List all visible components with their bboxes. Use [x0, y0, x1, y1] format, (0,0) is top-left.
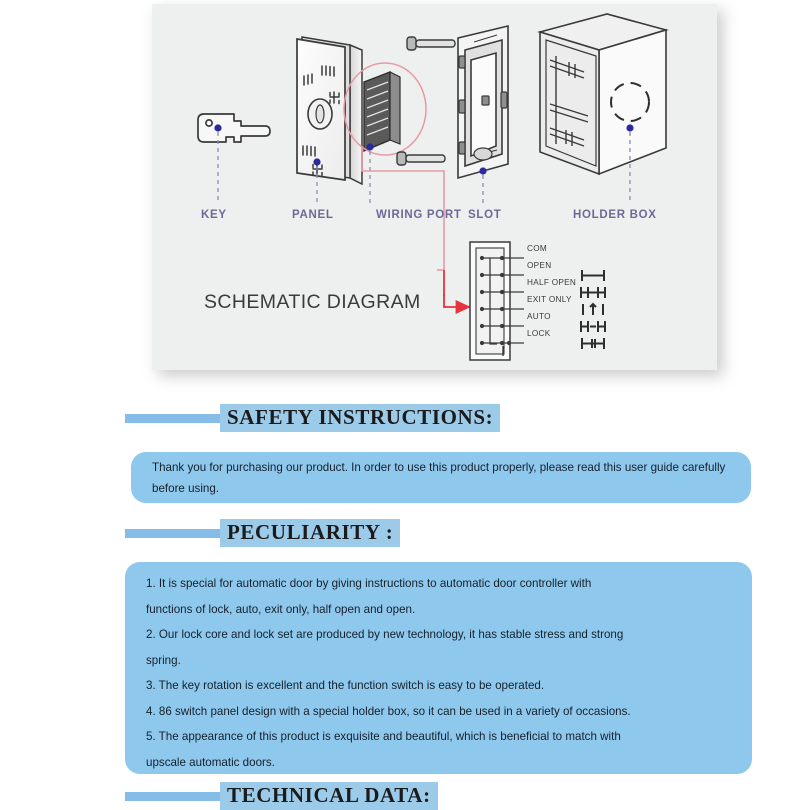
slot-marker-dot [479, 167, 486, 174]
terminal-label-half-open: HALF OPEN [527, 278, 577, 287]
slot-illustration [458, 26, 508, 178]
peculiarity-line: functions of lock, auto, exit only, half open and open. [146, 602, 416, 616]
door-exit-only-symbol [583, 304, 603, 315]
panel-marker-dot [313, 158, 320, 165]
wiring-port-marker-dot [366, 143, 373, 150]
panel-illustration [297, 37, 362, 184]
peculiarity-line: 1. It is special for automatic door by giving instructions to automatic door controller with [146, 577, 592, 590]
holder-box-illustration [540, 14, 666, 174]
peculiarity-line: 3. The key rotation is excellent and the function switch is easy to be operated. [146, 679, 545, 692]
section-title-text: SAFETY INSTRUCTIONS: [220, 404, 500, 432]
peculiarity-line: spring. [146, 653, 181, 667]
heading-rule [125, 529, 223, 538]
door-lock-symbol [582, 338, 604, 349]
terminal-label-exit-only: EXIT ONLY [527, 295, 572, 304]
key-marker-dot [214, 124, 221, 131]
schematic-diagram-title: SCHEMATIC DIAGRAM [204, 291, 421, 313]
terminal-label-lock: LOCK [527, 329, 551, 338]
peculiarity-line: upscale automatic doors. [146, 755, 275, 769]
part-label-wiring-port: WIRING PORT [376, 209, 462, 221]
door-open-symbol [582, 270, 604, 281]
part-label-holder-box: HOLDER BOX [573, 209, 657, 221]
exploded-view-illustration [152, 4, 717, 370]
terminal-label-auto: AUTO [527, 312, 551, 321]
terminal-label-open: OPEN [527, 261, 552, 270]
terminal-label-com: COM [527, 244, 548, 253]
section-heading-technical-data [125, 783, 438, 809]
holder-box-marker-dot [626, 124, 633, 131]
wire-route-arrow [444, 294, 470, 307]
section-heading-peculiarity [125, 520, 400, 546]
screw-illustration-top [407, 37, 455, 50]
peculiarity-line: 4. 86 switch panel design with a special holder box, so it can be used in a variety of occasions. [146, 704, 631, 718]
part-label-slot: SLOT [468, 209, 502, 221]
intro-text-panel [131, 452, 751, 503]
part-label-key: KEY [201, 209, 227, 221]
door-half-open-symbol [581, 287, 605, 298]
key-illustration [198, 114, 270, 142]
peculiarity-list-panel [125, 562, 752, 774]
peculiarity-line: 2. Our lock core and lock set are produced by new technology, it has stable stress and strong [146, 628, 624, 641]
section-title-text: TECHNICAL DATA: [220, 782, 438, 810]
terminal-block-schematic [470, 242, 524, 360]
heading-rule [125, 792, 223, 801]
heading-rule [125, 414, 223, 423]
intro-paragraph: Thank you for purchasing our product. In order to use this product properly, please read this user guide carefully before using. [152, 461, 726, 495]
section-title-text: PECULIARITY : [220, 519, 400, 547]
part-label-panel: PANEL [292, 209, 334, 221]
peculiarity-line: 5. The appearance of this product is exquisite and beautiful, which is beneficial to match with [146, 730, 621, 743]
section-heading-safety-instructions [125, 405, 500, 431]
schematic-diagram-panel [152, 4, 717, 370]
door-auto-symbol [581, 321, 605, 332]
screw-illustration-bottom [397, 152, 445, 165]
